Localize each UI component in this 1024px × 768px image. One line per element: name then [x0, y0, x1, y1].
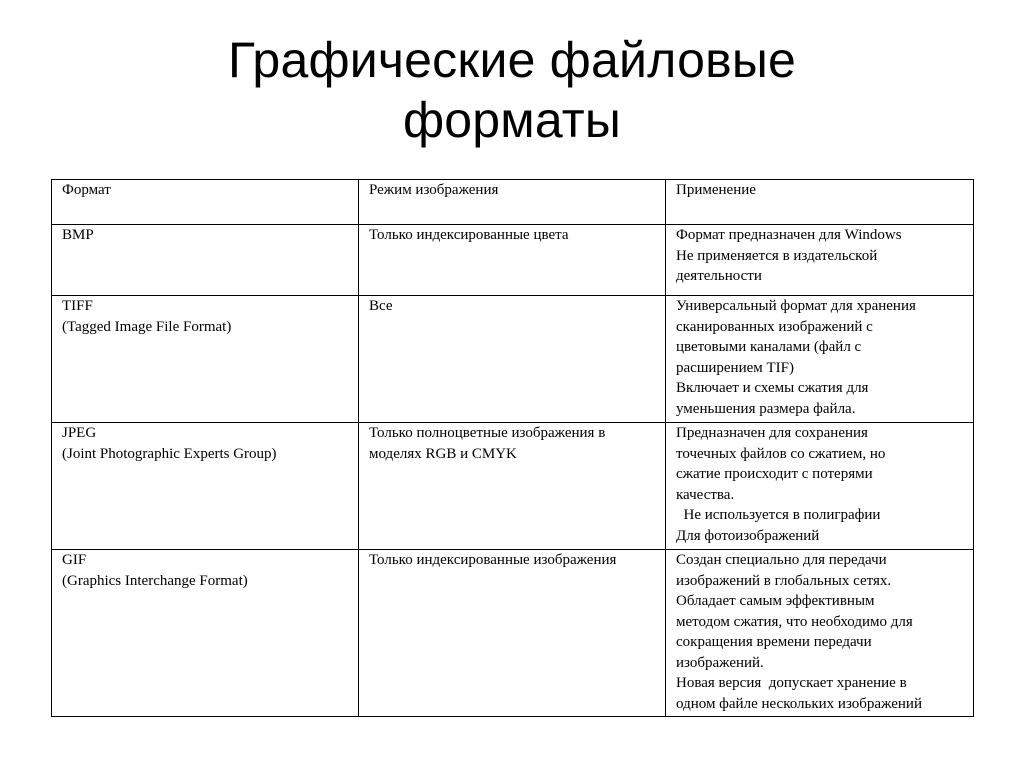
cell-line: Только индексированные изображения [369, 552, 617, 568]
cell-usage [666, 296, 974, 423]
cell-line: Только полноцветные изображения в [369, 425, 606, 441]
cell-line: (Graphics Interchange Format) [62, 572, 248, 589]
cell-line: деятельности [676, 268, 762, 284]
page-title-line-1: Графические файловые [227, 32, 797, 88]
cell-line: точечных файлов со сжатием, но [676, 445, 886, 462]
table-row-bmp [52, 225, 974, 296]
cell-line: GIF [62, 552, 87, 568]
cell-line: Формат предназначен для Windows [676, 227, 902, 243]
formats-table [51, 179, 974, 717]
table-row-gif [52, 550, 974, 717]
cell-line: (Tagged Image File Format) [62, 318, 232, 335]
cell-line: Для фотоизображений [676, 527, 820, 544]
cell-line: TIFF [62, 298, 93, 314]
table-row-tiff [52, 296, 974, 423]
cell-line: Обладает самым эффективным [676, 593, 875, 609]
header-format: Формат [52, 180, 359, 225]
cell-line: одном файле нескольких изображений [676, 695, 922, 712]
cell-line: уменьшения размера файла. [676, 400, 856, 417]
table-row-jpeg [52, 423, 974, 550]
cell-line: сжатие происходит с потерями [676, 466, 873, 482]
cell-line: Предназначен для сохранения [676, 425, 868, 441]
page-title [0, 30, 1024, 150]
cell-mode [359, 423, 666, 550]
cell-line: Только индексированные цвета [369, 227, 569, 243]
header-usage: Применение [666, 180, 974, 225]
cell-line: Создан специально для передачи [676, 552, 887, 568]
cell-line: Универсальный формат для хранения [676, 298, 916, 314]
cell-line: расширением TIF) [676, 359, 795, 376]
cell-mode [359, 225, 666, 296]
cell-line: качества. [676, 486, 735, 503]
cell-line: BMP [62, 227, 94, 243]
cell-line: Новая версия допускает хранение в [676, 675, 907, 691]
cell-line: изображений в глобальных сетях. [676, 572, 892, 589]
cell-line: Не используется в полиграфии [676, 507, 881, 523]
cell-line: сканированных изображений с [676, 318, 873, 335]
cell-format [52, 423, 359, 550]
cell-line: (Joint Photographic Experts Group) [62, 445, 277, 462]
cell-mode [359, 296, 666, 423]
cell-format [52, 225, 359, 296]
page-title-line-2: форматы [402, 92, 622, 148]
cell-line: Включает и схемы сжатия для [676, 380, 869, 396]
cell-usage [666, 550, 974, 717]
cell-line: Не применяется в издательской [676, 247, 878, 264]
cell-line: Все [369, 298, 393, 314]
cell-format [52, 296, 359, 423]
table-header-row [52, 180, 974, 225]
cell-mode [359, 550, 666, 717]
cell-line: сокращения времени передачи [676, 634, 872, 650]
cell-usage [666, 225, 974, 296]
cell-usage [666, 423, 974, 550]
cell-line: JPEG [62, 425, 97, 441]
cell-format [52, 550, 359, 717]
cell-line: цветовыми каналами (файл с [676, 339, 862, 355]
cell-line: моделях RGB и CMYK [369, 445, 517, 462]
header-mode: Режим изображения [359, 180, 666, 225]
cell-line: методом сжатия, что необходимо для [676, 613, 913, 630]
cell-line: изображений. [676, 654, 764, 671]
